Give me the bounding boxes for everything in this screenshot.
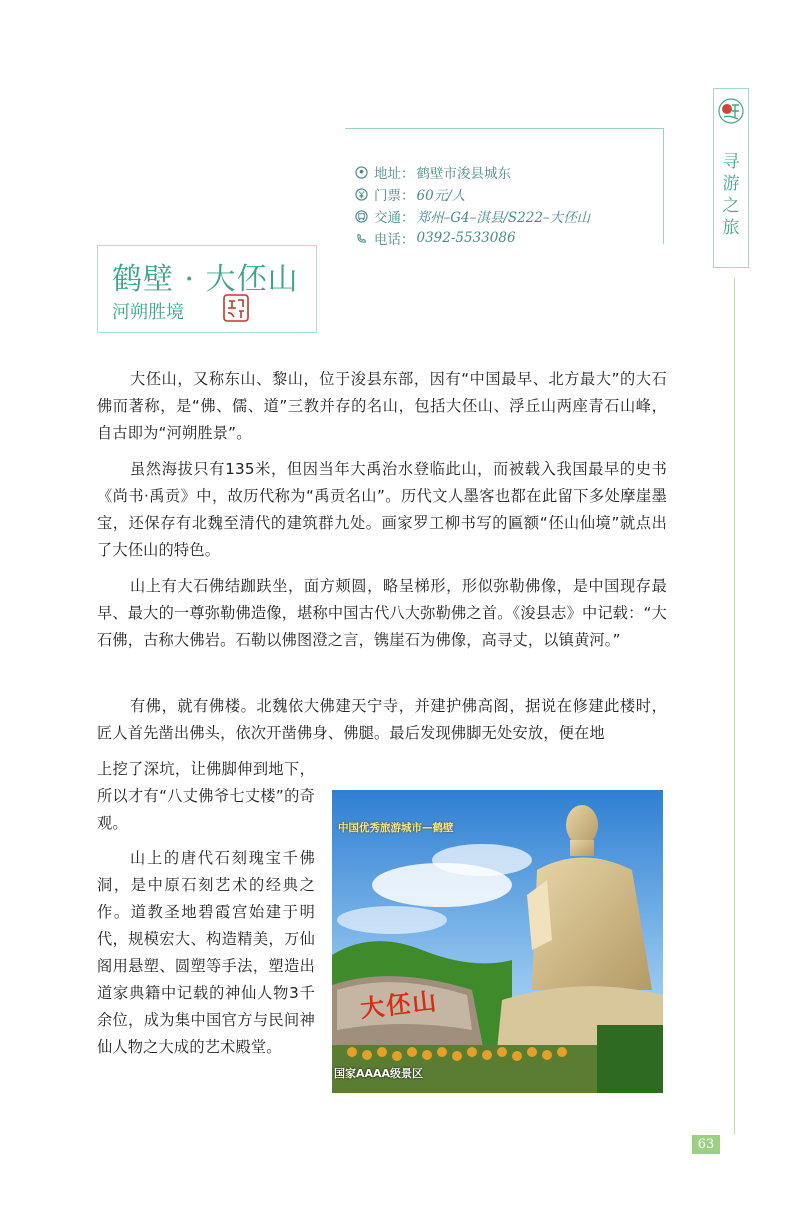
side-char: 游 [722, 174, 740, 194]
address-value: 鹤壁市浚县城东 [416, 166, 511, 182]
phone-label: 电话： [374, 232, 415, 248]
phone-line [355, 227, 516, 249]
photo-caption-bottom: 国家AAAA级景区 [334, 1067, 424, 1080]
paragraph-3: 山上有大石佛结跏趺坐，面方颊圆，略呈梯形，形似弥勒佛像，是中国现存最早、最大的一尊弥勒佛造像，堪称中国古代八大弥勒佛之首。《浚县志》中记载：“大石佛，古称大佛岩。石勒以佛图澄之言，镌崖石为佛像，高寻丈，以镇黄河。” [97, 577, 667, 649]
paragraph-4: 有佛，就有佛楼。北魏依大佛建天宁寺，并建护佛高阁，据说在修建此楼时，匠人首先凿出佛头，依次开凿佛身、佛腿。最后发现佛脚无处安放，便在地 [97, 697, 667, 742]
phone-icon [355, 232, 368, 245]
ticket-label: 门票： [374, 188, 415, 204]
buddha-photo-image [332, 790, 663, 1093]
page-subtitle: 河朔胜境 [112, 302, 184, 323]
info-box [345, 128, 664, 248]
page-number: 63 [692, 1135, 720, 1154]
address-label: 地址： [374, 166, 415, 182]
ticket-line [355, 183, 465, 205]
location-pin-icon [355, 166, 368, 179]
seal-stamp-icon [222, 293, 250, 323]
photo-rock-inscription: 大伾山 [358, 985, 440, 1023]
paragraph-2: 虽然海拔只有135米，但因当年大禹治水登临此山，而被载入我国最早的史书《尚书·禹贡》中，故历代称为“禹贡名山”。历代文人墨客也都在此留下多处摩崖墨宝，还保存有北魏至清代的建筑群九处。画家罗工柳书写的匾额“伾山仙境”就点出了大伾山的特色。 [97, 460, 667, 559]
transport-line [355, 205, 590, 227]
title-box [97, 245, 317, 333]
transport-label: 交通： [374, 210, 415, 226]
side-char: 之 [722, 196, 740, 216]
phone-value: 0392-5533086 [416, 230, 516, 246]
ticket-value: 60元/人 [416, 188, 466, 204]
transport-value: 郑州–G4–淇县/S222–大伾山 [416, 210, 591, 226]
brand-logo-icon [717, 97, 745, 125]
side-divider-line [734, 278, 735, 1135]
page-title: 鹤壁 · 大伾山 [112, 262, 299, 297]
photo-caption-top: 中国优秀旅游城市—鹤壁 [338, 822, 454, 834]
buddha-photo [332, 790, 663, 1093]
paragraph-1: 大伾山，又称东山、黎山，位于浚县东部，因有“中国最早、北方最大”的大石佛而著称，是“佛、儒、道”三教并存的名山，包括大伾山、浮丘山两座青石山峰，自古即为“河朔胜景”。 [97, 370, 667, 442]
section-side-tab [713, 88, 749, 268]
bus-icon [355, 210, 368, 223]
side-char: 旅 [722, 218, 740, 238]
side-char: 寻 [722, 152, 740, 172]
paragraph-4-continued: 上挖了深坑，让佛脚伸到地下，所以才有“八丈佛爷七丈楼”的奇观。 [97, 760, 315, 832]
side-tab-text [722, 151, 740, 239]
address-line [355, 161, 511, 183]
yen-icon [355, 188, 368, 201]
paragraph-5: 山上的唐代石刻瑰宝千佛洞，是中原石刻艺术的经典之作。道教圣地碧霞宫始建于明代，规模宏大、构造精美，万仙阁用悬塑、圆塑等手法，塑造出道家典籍中记载的神仙人物3千余位，成为集中国官方与民间神仙人物之大成的艺术殿堂。 [97, 849, 315, 1056]
